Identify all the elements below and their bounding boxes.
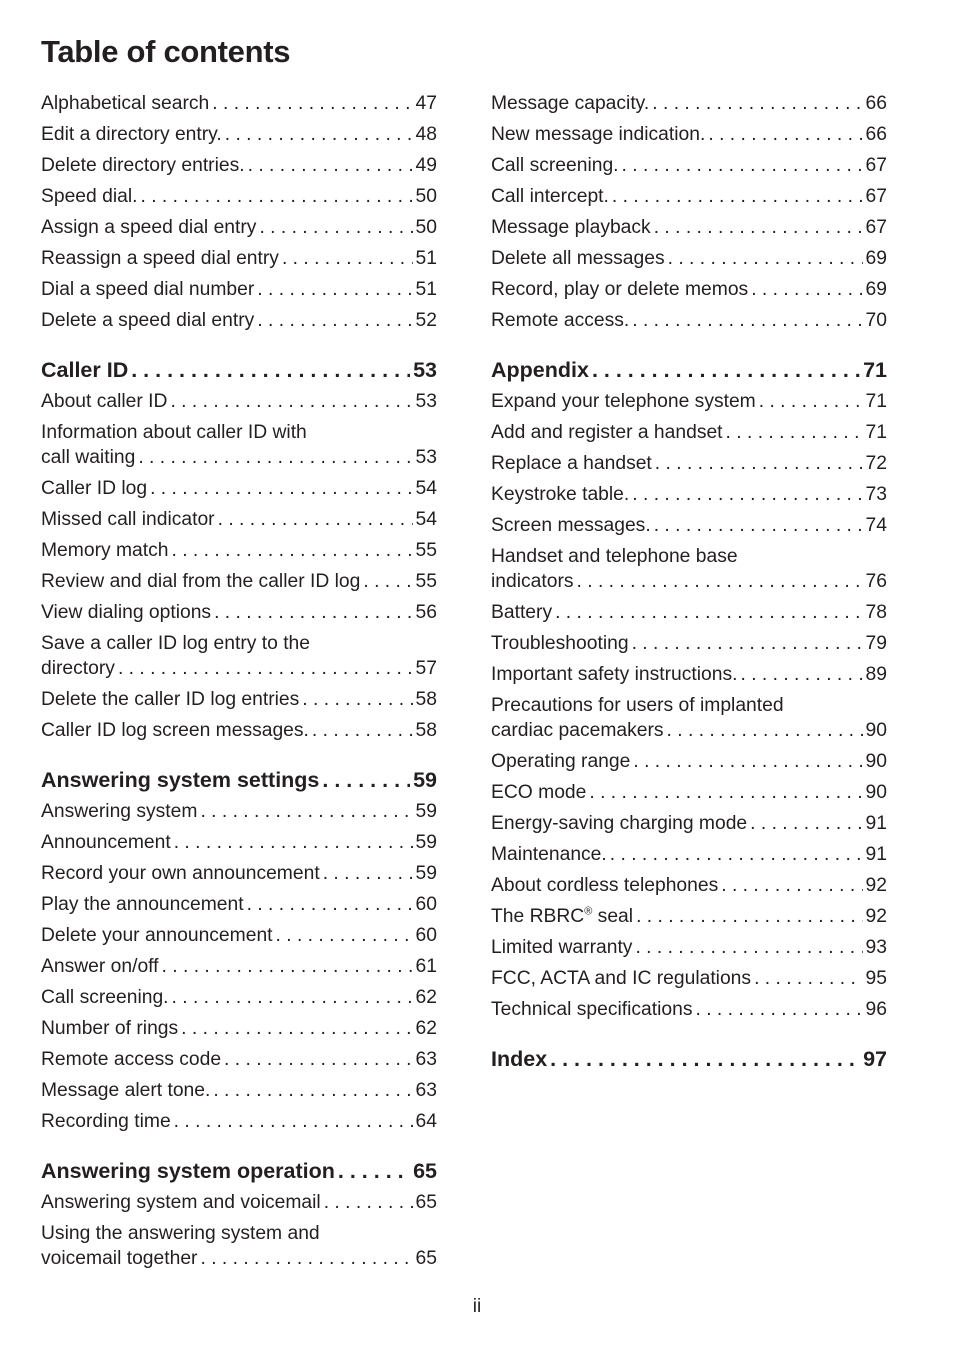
toc-entry[interactable]: indicators . . . 76 [491, 569, 887, 597]
page-ref: 48 [415, 124, 437, 145]
page-ref: 91 [865, 844, 887, 865]
page-ref: 49 [415, 155, 437, 176]
toc-entry[interactable]: Message alert tone. . . . 63 [41, 1075, 437, 1106]
toc-section-heading[interactable]: Appendix . . . 71 [491, 353, 887, 386]
toc-entry[interactable]: Record, play or delete memos . . . 69 [491, 274, 887, 305]
toc-entry[interactable]: call waiting . . . 53 [41, 445, 437, 473]
page-ref: 63 [415, 1080, 437, 1101]
page-ref: 59 [415, 832, 437, 853]
page-ref: 65 [415, 1248, 437, 1269]
page-ref: 60 [415, 894, 437, 915]
page-ref: 60 [415, 925, 437, 946]
toc-entry[interactable]: Call screening. . . . 67 [491, 150, 887, 181]
toc-entry[interactable]: View dialing options . . . 56 [41, 597, 437, 628]
toc-entry[interactable]: Expand your telephone system . . . 71 [491, 386, 887, 417]
page-ref: 53 [415, 447, 437, 468]
toc-entry[interactable]: Number of rings . . . 62 [41, 1013, 437, 1044]
toc-entry[interactable]: Battery . . . 78 [491, 597, 887, 628]
page-ref: 67 [865, 217, 887, 238]
page-ref: 90 [865, 720, 887, 741]
page-ref: 56 [415, 602, 437, 623]
page-ref: 76 [865, 571, 887, 592]
toc-entry[interactable]: Answer on/off . . . 61 [41, 951, 437, 982]
page-ref: 90 [865, 782, 887, 803]
page-ref: 70 [865, 310, 887, 331]
page-ref: 55 [415, 571, 437, 592]
toc-entry[interactable]: Review and dial from the caller ID log . . . 55 [41, 566, 437, 597]
toc-entry[interactable]: Operating range . . . 90 [491, 746, 887, 777]
page-ref: 65 [415, 1192, 437, 1213]
page-ref: 59 [413, 768, 437, 792]
page-ref: 57 [415, 658, 437, 679]
page-ref: 55 [415, 540, 437, 561]
toc-entry[interactable]: Call screening. . . . 62 [41, 982, 437, 1013]
toc-entry[interactable]: directory . . . 57 [41, 656, 437, 684]
toc-entry[interactable]: Replace a handset . . . 72 [491, 448, 887, 479]
toc-entry[interactable]: Memory match . . . 55 [41, 535, 437, 566]
page-ref: 93 [865, 937, 887, 958]
page-ref: 47 [415, 93, 437, 114]
toc-entry[interactable]: Recording time . . . 64 [41, 1106, 437, 1137]
page-ref: 71 [863, 358, 887, 382]
toc-entry[interactable]: Delete directory entries. . . . 49 [41, 150, 437, 181]
page-ref: 54 [415, 478, 437, 499]
toc-entry-line1[interactable]: Information about caller ID with [41, 422, 307, 443]
page-ref: 96 [865, 999, 887, 1020]
toc-entry[interactable]: About caller ID . . . 53 [41, 386, 437, 417]
toc-entry[interactable]: voicemail together . . . 65 [41, 1246, 437, 1274]
toc-section-heading[interactable]: Answering system operation . . . 65 [41, 1154, 437, 1187]
page-ref: 92 [865, 906, 887, 927]
toc-entry[interactable]: ECO mode . . . 90 [491, 777, 887, 808]
toc-entry[interactable]: Message capacity. . . . 66 [491, 88, 887, 119]
toc-section-heading[interactable]: Index . . . 97 [491, 1042, 887, 1075]
toc-entry[interactable]: Screen messages. . . . 74 [491, 510, 887, 541]
page-ref: 71 [865, 391, 887, 412]
page-ref: 90 [865, 751, 887, 772]
toc-column-left [41, 88, 437, 1274]
toc-entry[interactable]: Dial a speed dial number . . . 51 [41, 274, 437, 305]
page-ref: 73 [865, 484, 887, 505]
toc-section-heading[interactable]: Answering system settings . . . 59 [41, 763, 437, 796]
page-ref: 58 [415, 689, 437, 710]
page-ref: 59 [415, 801, 437, 822]
page-ref: 67 [865, 186, 887, 207]
toc-entry[interactable]: About cordless telephones . . . 92 [491, 870, 887, 901]
toc-entry[interactable]: Technical specifications . . . 96 [491, 994, 887, 1025]
toc-entry[interactable]: Reassign a speed dial entry . . . 51 [41, 243, 437, 274]
toc-entry-line1[interactable]: Handset and telephone base [491, 546, 738, 567]
toc-entry[interactable]: Assign a speed dial entry . . . 50 [41, 212, 437, 243]
toc-entry[interactable]: Delete the caller ID log entries . . . 58 [41, 684, 437, 715]
page-ref: 91 [865, 813, 887, 834]
page-ref: 50 [415, 217, 437, 238]
page-ref: 53 [415, 391, 437, 412]
toc-entry[interactable]: Delete all messages . . . 69 [491, 243, 887, 274]
toc-entry[interactable]: Keystroke table. . . . 73 [491, 479, 887, 510]
page-ref: 63 [415, 1049, 437, 1070]
page-ref: 92 [865, 875, 887, 896]
toc-entry-line1[interactable]: Precautions for users of implanted [491, 695, 784, 716]
toc-entry[interactable]: Speed dial. . . . 50 [41, 181, 437, 212]
page-ref: 51 [415, 248, 437, 269]
toc-entry[interactable]: Delete a speed dial entry . . . 52 [41, 305, 437, 336]
page-ref: 71 [865, 422, 887, 443]
toc-entry-line1[interactable]: Save a caller ID log entry to the [41, 633, 311, 654]
toc-entry[interactable]: New message indication. . . . 66 [491, 119, 887, 150]
toc-entry[interactable]: Remote access. . . . 70 [491, 305, 887, 336]
toc-entry[interactable]: Record your own announcement . . . 59 [41, 858, 437, 889]
page-ref: 89 [865, 664, 887, 685]
page-number: ii [472, 1296, 482, 1317]
page-ref: 62 [415, 1018, 437, 1039]
page-ref: 97 [863, 1047, 887, 1071]
toc-entry[interactable]: Remote access code . . . 63 [41, 1044, 437, 1075]
toc-entry[interactable]: FCC, ACTA and IC regulations . . . 95 [491, 963, 887, 994]
page-ref: 64 [415, 1111, 437, 1132]
page-ref: 54 [415, 509, 437, 530]
page-ref: 74 [865, 515, 887, 536]
toc-entry[interactable]: Caller ID log . . . 54 [41, 473, 437, 504]
toc-entry[interactable]: Play the announcement . . . 60 [41, 889, 437, 920]
toc-entry[interactable]: Alphabetical search . . . 47 [41, 88, 437, 119]
toc-entry[interactable]: Important safety instructions. . . . 89 [491, 659, 887, 690]
page-ref: 69 [865, 248, 887, 269]
page-ref: 59 [415, 863, 437, 884]
page-ref: 66 [865, 124, 887, 145]
toc-entry[interactable]: Delete your announcement . . . 60 [41, 920, 437, 951]
toc-entry[interactable]: Maintenance. . . . 91 [491, 839, 887, 870]
toc-entry[interactable]: Limited warranty . . . 93 [491, 932, 887, 963]
toc-section-heading[interactable]: Caller ID . . . 53 [41, 353, 437, 386]
toc-column-right [491, 88, 887, 1075]
page-ref: 62 [415, 987, 437, 1008]
page-ref: 69 [865, 279, 887, 300]
page-ref: 66 [865, 93, 887, 114]
toc-entry-line1[interactable]: Using the answering system and [41, 1223, 320, 1244]
page-ref: 58 [415, 720, 437, 741]
page-ref: 78 [865, 602, 887, 623]
toc-entry[interactable]: Edit a directory entry. . . . 48 [41, 119, 437, 150]
toc-entry[interactable]: Call intercept. . . . 67 [491, 181, 887, 212]
page-ref: 72 [865, 453, 887, 474]
toc-entry[interactable]: Caller ID log screen messages. . . . 58 [41, 715, 437, 746]
page-ref: 79 [865, 633, 887, 654]
page-ref: 95 [865, 968, 887, 989]
page-ref: 67 [865, 155, 887, 176]
toc-entry[interactable]: Missed call indicator . . . 54 [41, 504, 437, 535]
toc-entry[interactable]: Energy-saving charging mode . . . 91 [491, 808, 887, 839]
page-ref: 50 [415, 186, 437, 207]
toc-entry[interactable]: The RBRC® seal . . . 92 [491, 901, 887, 932]
page-title: Table of contents [41, 34, 291, 69]
toc-entry[interactable]: cardiac pacemakers . . . 90 [491, 718, 887, 746]
registered-mark: ® [584, 905, 593, 918]
toc-entry[interactable]: Message playback . . . 67 [491, 212, 887, 243]
page-ref: 53 [413, 358, 437, 382]
toc-entry[interactable]: Announcement . . . 59 [41, 827, 437, 858]
page-ref: 52 [415, 310, 437, 331]
page-ref: 65 [413, 1159, 437, 1183]
toc-entry[interactable]: Add and register a handset . . . 71 [491, 417, 887, 448]
page-ref: 51 [415, 279, 437, 300]
toc-entry[interactable]: Troubleshooting . . . 79 [491, 628, 887, 659]
page-ref: 61 [415, 956, 437, 977]
toc-entry[interactable]: Answering system . . . 59 [41, 796, 437, 827]
toc-entry[interactable]: Answering system and voicemail . . . 65 [41, 1187, 437, 1218]
